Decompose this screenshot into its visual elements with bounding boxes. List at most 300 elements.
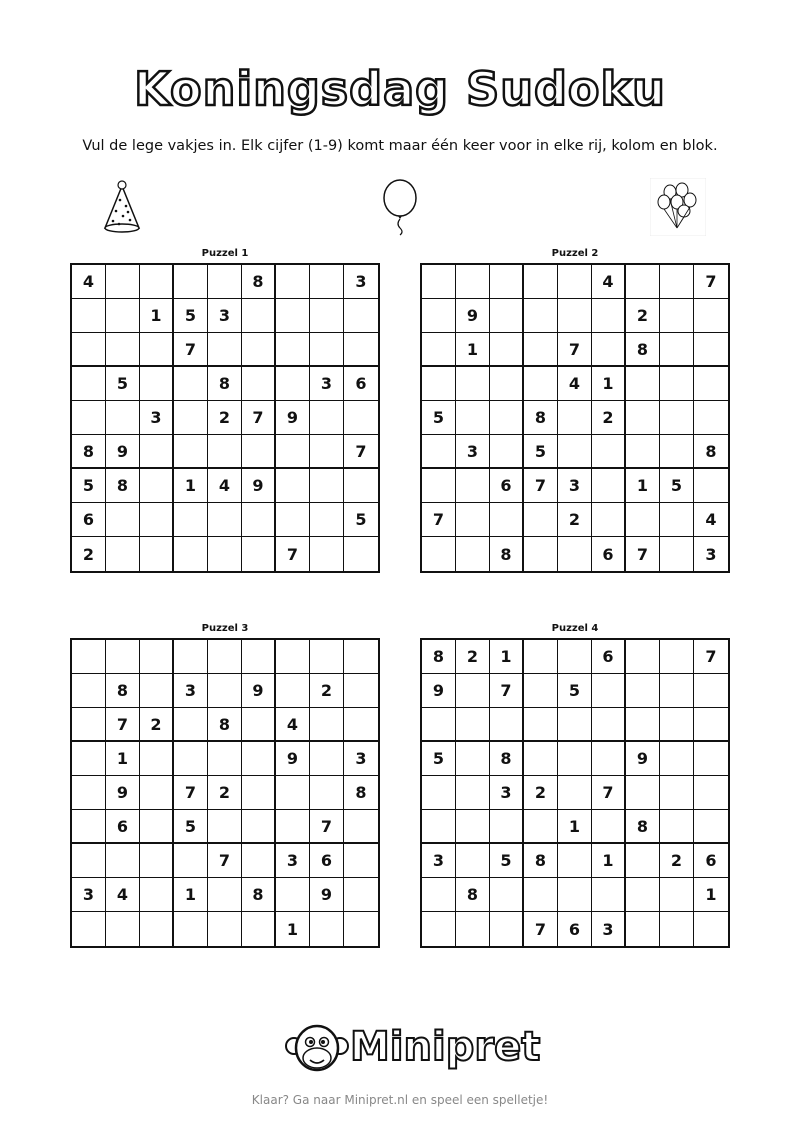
sudoku-cell: 8 [106, 469, 140, 503]
sudoku-cell [456, 674, 490, 708]
sudoku-cell: 7 [174, 776, 208, 810]
sudoku-cell [490, 299, 524, 333]
sudoku-cell [106, 844, 140, 878]
sudoku-cell [140, 844, 174, 878]
sudoku-cell: 7 [174, 333, 208, 367]
sudoku-cell [140, 674, 174, 708]
sudoku-cell [626, 640, 660, 674]
sudoku-cell [106, 299, 140, 333]
sudoku-cell: 2 [456, 640, 490, 674]
sudoku-cell: 6 [310, 844, 344, 878]
sudoku-cell [626, 844, 660, 878]
sudoku-grid-4 [420, 638, 730, 948]
sudoku-cell: 8 [106, 674, 140, 708]
sudoku-cell: 2 [208, 776, 242, 810]
sudoku-cell [344, 401, 378, 435]
sudoku-cell: 8 [344, 776, 378, 810]
sudoku-cell [694, 776, 728, 810]
sudoku-cell [140, 435, 174, 469]
sudoku-cell: 9 [310, 878, 344, 912]
sudoku-cell: 3 [72, 878, 106, 912]
sudoku-cell: 2 [558, 503, 592, 537]
sudoku-cell [106, 912, 140, 946]
sudoku-cell: 9 [456, 299, 490, 333]
sudoku-cell [592, 503, 626, 537]
sudoku-cell: 8 [490, 742, 524, 776]
sudoku-cell [490, 708, 524, 742]
sudoku-cell [456, 708, 490, 742]
sudoku-cell: 7 [276, 537, 310, 571]
sudoku-cell [694, 367, 728, 401]
sudoku-cell [208, 640, 242, 674]
sudoku-cell: 8 [694, 435, 728, 469]
sudoku-cell [456, 776, 490, 810]
sudoku-cell [456, 265, 490, 299]
sudoku-cell: 3 [705, 544, 717, 564]
sudoku-cell [660, 299, 694, 333]
sudoku-cell: 9 [106, 776, 140, 810]
sudoku-cell [174, 742, 208, 776]
sudoku-cell: 1 [558, 810, 592, 844]
sudoku-grid-3 [70, 638, 380, 948]
sudoku-cell [208, 435, 242, 469]
sudoku-cell [592, 299, 626, 333]
sudoku-cell: 5 [174, 299, 208, 333]
sudoku-cell [694, 299, 728, 333]
sudoku-cell [276, 640, 310, 674]
sudoku-cell [276, 878, 310, 912]
sudoku-cell: 7 [524, 912, 558, 946]
balloon-icon [378, 178, 422, 236]
sudoku-cell: 9 [276, 401, 310, 435]
logo-text: Minipret [350, 1024, 541, 1070]
sudoku-cell [310, 708, 344, 742]
sudoku-cell [140, 742, 174, 776]
sudoku-cell [422, 878, 456, 912]
sudoku-cell [106, 537, 140, 571]
sudoku-cell [310, 265, 344, 299]
sudoku-cell: 8 [524, 844, 558, 878]
sudoku-cell [174, 503, 208, 537]
sudoku-cell [276, 265, 310, 299]
sudoku-cell [344, 708, 378, 742]
party-hat-icon [100, 178, 144, 236]
sudoku-cell: 3 [140, 401, 174, 435]
sudoku-cell: 9 [242, 469, 276, 503]
sudoku-cell: 8 [208, 708, 242, 742]
sudoku-cell [660, 503, 694, 537]
sudoku-cell: 5 [524, 435, 558, 469]
sudoku-cell [626, 708, 660, 742]
sudoku-cell [524, 674, 558, 708]
sudoku-cell [490, 503, 524, 537]
sudoku-cell [524, 640, 558, 674]
sudoku-cell [72, 844, 106, 878]
sudoku-cell [660, 708, 694, 742]
sudoku-cell: 2 [310, 674, 344, 708]
sudoku-cell: 6 [106, 810, 140, 844]
sudoku-cell: 8 [456, 878, 490, 912]
sudoku-cell: 9 [276, 742, 310, 776]
sudoku-cell [694, 742, 728, 776]
sudoku-cell [592, 742, 626, 776]
balloon-bunch-icon [650, 178, 706, 236]
sudoku-cell [310, 776, 344, 810]
sudoku-cell [524, 537, 558, 571]
sudoku-cell [524, 299, 558, 333]
sudoku-cell [524, 333, 558, 367]
sudoku-cell [72, 367, 106, 401]
sudoku-cell [558, 401, 592, 435]
sudoku-cell [592, 708, 626, 742]
sudoku-cell [310, 742, 344, 776]
sudoku-cell [694, 810, 728, 844]
sudoku-cell: 4 [694, 503, 728, 537]
sudoku-cell [242, 776, 276, 810]
sudoku-grid-1 [70, 263, 380, 573]
sudoku-cell: 3 [490, 776, 524, 810]
sudoku-cell [174, 844, 208, 878]
puzzle-label-3: Puzzel 3 [201, 623, 249, 634]
sudoku-cell [524, 265, 558, 299]
sudoku-cell [558, 435, 592, 469]
sudoku-cell [344, 299, 378, 333]
sudoku-cell [422, 367, 456, 401]
sudoku-cell [694, 401, 728, 435]
sudoku-cell [106, 640, 140, 674]
sudoku-cell: 3 [208, 299, 242, 333]
puzzle-label-1: Puzzel 1 [201, 248, 249, 259]
puzzle-label-4: Puzzel 4 [551, 623, 599, 634]
sudoku-cell [72, 912, 106, 946]
sudoku-cell: 1 [106, 742, 140, 776]
sudoku-cell [490, 367, 524, 401]
sudoku-cell [174, 537, 208, 571]
sudoku-cell: 6 [558, 912, 592, 946]
sudoku-cell [626, 503, 660, 537]
sudoku-cell [140, 912, 174, 946]
sudoku-cell [456, 469, 490, 503]
sudoku-cell [208, 333, 242, 367]
sudoku-cell: 5 [558, 674, 592, 708]
sudoku-cell [310, 299, 344, 333]
sudoku-cell [558, 776, 592, 810]
sudoku-cell: 6 [344, 367, 378, 401]
sudoku-cell [524, 367, 558, 401]
sudoku-cell [208, 265, 242, 299]
sudoku-cell [490, 333, 524, 367]
sudoku-cell: 3 [344, 265, 378, 299]
sudoku-cell: 4 [106, 878, 140, 912]
sudoku-cell [208, 503, 242, 537]
sudoku-cell [626, 367, 660, 401]
sudoku-cell [344, 640, 378, 674]
sudoku-cell [276, 299, 310, 333]
sudoku-cell: 7 [208, 844, 242, 878]
sudoku-cell [456, 844, 490, 878]
sudoku-cell [524, 878, 558, 912]
sudoku-cell: 8 [208, 367, 242, 401]
sudoku-cell [456, 810, 490, 844]
sudoku-cell: 7 [558, 333, 592, 367]
sudoku-cell: 5 [490, 844, 524, 878]
sudoku-cell: 7 [106, 708, 140, 742]
sudoku-cell [660, 367, 694, 401]
sudoku-cell: 1 [626, 469, 660, 503]
sudoku-cell: 6 [694, 844, 728, 878]
sudoku-cell [456, 503, 490, 537]
sudoku-cell: 2 [72, 537, 106, 571]
sudoku-cell [660, 776, 694, 810]
sudoku-cell [626, 912, 660, 946]
sudoku-cell: 2 [660, 844, 694, 878]
sudoku-cell [592, 469, 626, 503]
sudoku-cell [344, 844, 378, 878]
sudoku-cell [276, 469, 310, 503]
sudoku-cell [456, 401, 490, 435]
sudoku-cell [626, 265, 660, 299]
sudoku-cell: 1 [174, 878, 208, 912]
sudoku-cell: 7 [310, 810, 344, 844]
sudoku-cell [106, 401, 140, 435]
sudoku-cell [490, 435, 524, 469]
sudoku-cell [626, 878, 660, 912]
sudoku-cell [558, 640, 592, 674]
sudoku-cell [558, 299, 592, 333]
sudoku-cell: 1 [694, 878, 728, 912]
instruction-text: Vul de lege vakjes in. Elk cijfer (1-9) komt maar één keer voor in elke rij, kolom en blok. [82, 138, 718, 154]
sudoku-cell [558, 537, 592, 571]
sudoku-cell: 7 [344, 435, 378, 469]
sudoku-cell [558, 878, 592, 912]
sudoku-cell: 1 [140, 299, 174, 333]
sudoku-cell [456, 912, 490, 946]
sudoku-cell: 8 [72, 435, 106, 469]
sudoku-cell [422, 435, 456, 469]
sudoku-cell [524, 503, 558, 537]
sudoku-cell [626, 401, 660, 435]
sudoku-cell [310, 435, 344, 469]
sudoku-cell [592, 878, 626, 912]
sudoku-cell: 8 [490, 537, 524, 571]
sudoku-cell [592, 810, 626, 844]
sudoku-cell [208, 742, 242, 776]
sudoku-cell [524, 742, 558, 776]
sudoku-cell: 2 [592, 401, 626, 435]
sudoku-cell: 7 [626, 537, 660, 571]
sudoku-cell [72, 708, 106, 742]
sudoku-cell [422, 469, 456, 503]
page-title: Koningsdag Sudoku [134, 62, 666, 116]
sudoku-cell: 1 [174, 469, 208, 503]
sudoku-cell [422, 708, 456, 742]
sudoku-cell [174, 435, 208, 469]
sudoku-cell [422, 776, 456, 810]
sudoku-cell [174, 912, 208, 946]
sudoku-cell [660, 742, 694, 776]
sudoku-cell: 7 [422, 503, 456, 537]
sudoku-cell [140, 776, 174, 810]
sudoku-grid-2 [420, 263, 730, 573]
sudoku-cell [72, 776, 106, 810]
sudoku-cell [660, 810, 694, 844]
sudoku-cell [422, 537, 456, 571]
sudoku-cell [660, 912, 694, 946]
sudoku-cell [456, 367, 490, 401]
sudoku-cell: 7 [694, 640, 728, 674]
sudoku-cell: 4 [208, 469, 242, 503]
sudoku-cell [592, 333, 626, 367]
sudoku-cell [490, 265, 524, 299]
sudoku-cell [242, 640, 276, 674]
sudoku-cell: 1 [456, 333, 490, 367]
sudoku-cell [660, 265, 694, 299]
sudoku-cell: 4 [592, 265, 626, 299]
sudoku-cell [558, 708, 592, 742]
sudoku-cell [456, 742, 490, 776]
sudoku-cell: 1 [490, 640, 524, 674]
sudoku-cell [660, 333, 694, 367]
puzzle-label-2: Puzzel 2 [551, 248, 599, 259]
sudoku-cell [242, 367, 276, 401]
sudoku-cell [558, 844, 592, 878]
sudoku-cell [106, 265, 140, 299]
sudoku-cell [242, 912, 276, 946]
sudoku-cell [456, 537, 490, 571]
sudoku-cell [242, 742, 276, 776]
sudoku-cell [660, 401, 694, 435]
sudoku-cell [660, 537, 694, 571]
sudoku-cell [660, 878, 694, 912]
sudoku-cell [660, 640, 694, 674]
sudoku-cell: 3 [174, 674, 208, 708]
sudoku-cell [72, 674, 106, 708]
sudoku-cell [242, 333, 276, 367]
sudoku-cell: 5 [72, 469, 106, 503]
sudoku-cell: 9 [422, 674, 456, 708]
sudoku-cell [208, 878, 242, 912]
sudoku-cell [310, 537, 344, 571]
sudoku-cell [694, 912, 728, 946]
sudoku-cell: 4 [276, 708, 310, 742]
sudoku-cell [310, 469, 344, 503]
sudoku-cell [242, 844, 276, 878]
sudoku-cell: 2 [208, 401, 242, 435]
sudoku-cell [72, 742, 106, 776]
sudoku-cell: 6 [72, 503, 106, 537]
sudoku-cell [208, 810, 242, 844]
sudoku-cell [242, 503, 276, 537]
sudoku-cell [310, 401, 344, 435]
sudoku-cell: 5 [422, 742, 456, 776]
sudoku-cell [208, 537, 242, 571]
sudoku-cell: 2 [524, 776, 558, 810]
sudoku-cell: 8 [242, 878, 276, 912]
sudoku-cell [140, 265, 174, 299]
sudoku-cell [626, 776, 660, 810]
sudoku-cell: 7 [490, 674, 524, 708]
sudoku-cell [694, 674, 728, 708]
sudoku-cell: 2 [626, 299, 660, 333]
sudoku-cell [558, 742, 592, 776]
sudoku-cell [174, 367, 208, 401]
sudoku-cell [422, 333, 456, 367]
sudoku-cell [344, 537, 378, 571]
sudoku-cell: 1 [276, 912, 310, 946]
sudoku-cell [72, 333, 106, 367]
sudoku-cell [660, 435, 694, 469]
sudoku-cell [208, 912, 242, 946]
sudoku-cell [490, 878, 524, 912]
sudoku-cell [208, 674, 242, 708]
sudoku-cell: 3 [456, 435, 490, 469]
sudoku-cell: 7 [242, 401, 276, 435]
sudoku-cell: 3 [592, 912, 626, 946]
sudoku-cell [174, 401, 208, 435]
sudoku-cell [242, 537, 276, 571]
sudoku-cell [276, 333, 310, 367]
sudoku-cell [490, 912, 524, 946]
sudoku-cell [344, 912, 378, 946]
sudoku-cell [174, 708, 208, 742]
sudoku-cell [694, 469, 728, 503]
sudoku-cell [106, 503, 140, 537]
sudoku-cell [174, 640, 208, 674]
monkey-icon [284, 1020, 350, 1078]
sudoku-cell: 6 [592, 640, 626, 674]
sudoku-cell [140, 503, 174, 537]
sudoku-cell [242, 299, 276, 333]
sudoku-cell: 3 [344, 742, 378, 776]
sudoku-cell [422, 810, 456, 844]
sudoku-cell [72, 401, 106, 435]
sudoku-cell [276, 776, 310, 810]
sudoku-cell [140, 537, 174, 571]
sudoku-cell [344, 469, 378, 503]
sudoku-cell [524, 810, 558, 844]
sudoku-cell [490, 810, 524, 844]
sudoku-cell [276, 435, 310, 469]
sudoku-cell: 3 [276, 844, 310, 878]
sudoku-cell [422, 912, 456, 946]
sudoku-cell: 3 [422, 844, 456, 878]
sudoku-cell [242, 810, 276, 844]
sudoku-cell: 6 [490, 469, 524, 503]
sudoku-cell [242, 708, 276, 742]
sudoku-cell [310, 333, 344, 367]
sudoku-cell [524, 708, 558, 742]
sudoku-cell [242, 435, 276, 469]
sudoku-cell [140, 810, 174, 844]
sudoku-cell: 8 [242, 265, 276, 299]
sudoku-cell: 4 [558, 367, 592, 401]
sudoku-cell: 3 [558, 469, 592, 503]
sudoku-cell [558, 265, 592, 299]
sudoku-cell [174, 265, 208, 299]
sudoku-cell [72, 810, 106, 844]
sudoku-cell [490, 401, 524, 435]
sudoku-cell [140, 367, 174, 401]
sudoku-cell [140, 878, 174, 912]
sudoku-cell: 1 [592, 367, 626, 401]
sudoku-cell [276, 674, 310, 708]
sudoku-cell [276, 810, 310, 844]
sudoku-cell [140, 333, 174, 367]
sudoku-cell: 8 [626, 810, 660, 844]
sudoku-cell [72, 299, 106, 333]
sudoku-cell: 5 [660, 469, 694, 503]
sudoku-cell [626, 435, 660, 469]
